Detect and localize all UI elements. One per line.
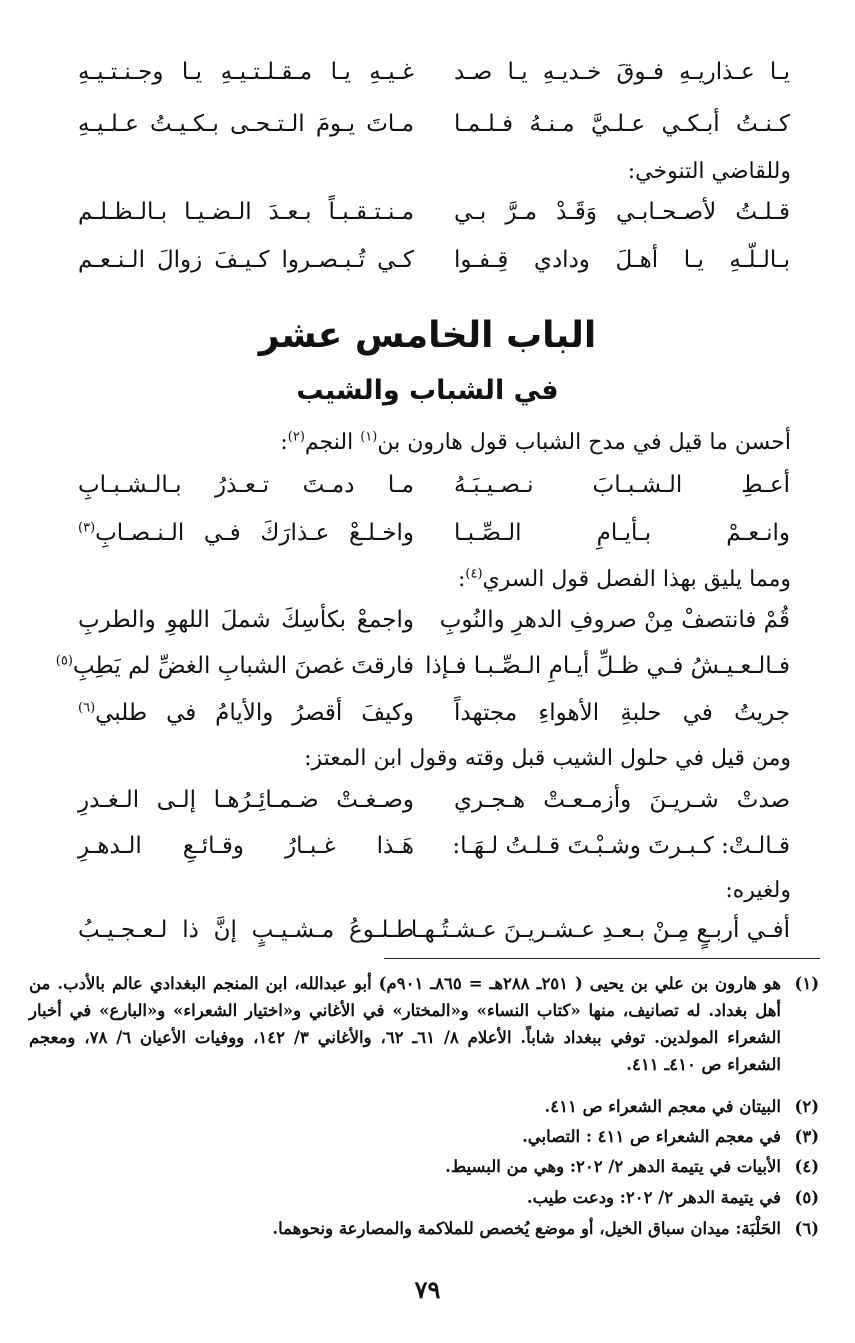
verse-text: واخـلـعْ عـذارَكَ فـي الـنـصـابِ bbox=[95, 520, 414, 546]
verse-line bbox=[78, 104, 790, 144]
verse-second-hemistich bbox=[78, 513, 414, 553]
verse-line bbox=[78, 240, 790, 280]
verse-second-hemistich: طـلـوعُ مـشـيـبٍ إنَّ ذا لـعـجـيـبُ bbox=[78, 917, 414, 943]
verse-second-hemistich: هَـذا غـبـارُ وقـائـعِ الـدهـرِ bbox=[78, 833, 414, 859]
footnote-number: (١) bbox=[794, 974, 819, 993]
footnote-ref: (٣) bbox=[78, 520, 96, 536]
sari-text: : bbox=[457, 567, 466, 592]
chapter-title: الباب الخامس عشر bbox=[258, 315, 597, 356]
verse-second-hemistich: مـنـتـقـبـاً بـعـدَ الـضـيـا بـالـظـلـم bbox=[78, 199, 414, 225]
footnote bbox=[29, 970, 819, 1078]
verse-text: فارقتَ غصنَ الشبابِ الغضِّ لم يَطِبِ bbox=[72, 653, 414, 679]
verse-second-hemistich bbox=[78, 693, 414, 733]
footnote bbox=[29, 1184, 819, 1211]
intro-text: : bbox=[280, 430, 288, 455]
footnote-number: (٥) bbox=[794, 1188, 819, 1207]
sari-intro bbox=[458, 561, 791, 599]
other-intro: ولغيره: bbox=[725, 878, 791, 903]
verse-first-hemistich: أعـطِ الـشـبـابَ نـصـيـبَـهُ bbox=[454, 472, 790, 498]
verse-first-hemistich: جريتُ في حلبةِ الأهواءِ مجتهداً bbox=[454, 700, 790, 726]
verse-line bbox=[78, 780, 790, 820]
footnote-number: (٦) bbox=[794, 1219, 819, 1238]
footnote-ref: (٢) bbox=[287, 429, 305, 445]
verse-line bbox=[78, 465, 790, 505]
verse-first-hemistich: قـالـتْ: كـبـرتَ وشـبْـتَ قـلـتُ لـهَـا: bbox=[452, 833, 790, 859]
footnote-ref: (٤) bbox=[465, 566, 483, 582]
verse-first-hemistich: كـنـتُ أبـكـي عـلـيَّ مـنـهُ فـلـمـا bbox=[454, 111, 790, 137]
footnote-text: في يتيمة الدهر ٢/ ٢٠٢: ودعت طيب. bbox=[526, 1188, 781, 1207]
verse-first-hemistich: يـا عـذاريـهِ فـوقَ خـديـهِ يـا صـد bbox=[454, 59, 790, 85]
footnote-ref: (٥) bbox=[55, 653, 73, 669]
verse-line bbox=[78, 513, 790, 553]
verse-line bbox=[78, 600, 790, 640]
verse-second-hemistich bbox=[55, 646, 414, 686]
footnote bbox=[29, 1153, 819, 1180]
verse-first-hemistich: صدتْ شـريـنَ وأزمـعـتْ هـجـري bbox=[454, 787, 790, 813]
verse-second-hemistich: وصـغـتْ ضـمـائِـرُهـا إلـى الـغـدرِ bbox=[78, 787, 414, 813]
chapter-subtitle: في الشباب والشيب bbox=[296, 375, 559, 406]
verse-line bbox=[55, 646, 790, 686]
footnote-number: (٢) bbox=[794, 1097, 819, 1116]
footnote-ref: (١) bbox=[360, 429, 378, 445]
footnote bbox=[29, 1123, 819, 1150]
verse-first-hemistich: قـلـتُ لأصـحـابـي وَقَـدْ مـرَّ بـي bbox=[454, 199, 790, 225]
verse-line bbox=[78, 826, 790, 866]
attribution-tanukhi: وللقاضي التنوخي: bbox=[627, 159, 791, 184]
intro-text: أحسن ما قيل في مدح الشباب قول هارون بن bbox=[377, 430, 791, 455]
footnote-number: (٣) bbox=[794, 1127, 819, 1146]
verse-first-hemistich: أفـي أربـعٍ مِـنْ بـعـدِ عـشـريـنَ عـشـتُـهـا bbox=[410, 917, 790, 943]
verse-second-hemistich: غـيـهِ يـا مـقـلـتـيـهِ يـا وجـنـتـيـهِ bbox=[78, 59, 414, 85]
verse-line bbox=[78, 910, 790, 950]
ibn-mutazz-intro: ومن قيل في حلول الشيب قبل وقته وقول ابن المعتز: bbox=[304, 746, 791, 771]
page-number: ٧٩ bbox=[414, 1275, 441, 1304]
footnote bbox=[29, 1215, 819, 1242]
sari-text: ومما يليق بهذا الفصل قول السري bbox=[482, 567, 791, 592]
verse-second-hemistich: واجمعْ بكأسِكَ شملَ اللهوِ والطربِ bbox=[78, 607, 414, 633]
footnote-number: (٤) bbox=[794, 1157, 819, 1176]
verse-first-hemistich: بـالـلّـهِ يـا أهـلَ ودادي قِـفـوا bbox=[454, 247, 790, 273]
verse-line bbox=[78, 693, 790, 733]
footnote-text: الحَلْبَة: ميدان سباق الخيل، أو موضع يُخصص للملاكمة والمصارعة ونحوهما. bbox=[272, 1219, 781, 1238]
verse-first-hemistich: فـالـعـيـشُ فـي ظـلِّ أيـامِ الـصِّـبـا فـإذا bbox=[425, 653, 790, 679]
footnote-text: هو هارون بن علي بن يحيى ( ٢٥١ـ ٢٨٨هـ = ٨٦٥ـ ٩٠١م) أبو عبدالله، ابن المنجم البغدادي عالم بالأدب. من أهل بغداد. له تصانيف، منها «كتاب النساء» و«المختار» في الأغاني و«اختيار الشعراء» و«البارع» في أخبار الشعراء المولدين. توفي ببغداد شاباً. الأعلام ٨/ ٦١ـ ٦٢، والأغاني ٣/ ١٤٢، ووفيات الأعيان ٦/ ٧٨، ومعجم الشعراء ص ٤١٠ـ ٤١١. bbox=[29, 974, 782, 1074]
footnote-text: في معجم الشعراء ص ٤١١ : التصابي. bbox=[522, 1127, 781, 1146]
verse-first-hemistich: وانـعـمْ بـأيـامِ الـصِّـبـا bbox=[454, 520, 790, 546]
verse-line bbox=[78, 192, 790, 232]
verse-first-hemistich: قُمْ فانتصفْ مِنْ صروفِ الدهرِ والنُوبِ bbox=[439, 607, 790, 633]
footnote bbox=[29, 1093, 819, 1120]
intro-text: النجم bbox=[304, 430, 361, 455]
verse-second-hemistich: كـي تُـبـصـروا كـيـفَ زوالَ الـنـعـم bbox=[78, 247, 414, 273]
verse-line bbox=[78, 52, 790, 92]
intro-paragraph bbox=[280, 424, 791, 462]
footnote-text: الأبيات في يتيمة الدهر ٢/ ٢٠٢: وهي من البسيط. bbox=[445, 1157, 781, 1176]
verse-second-hemistich: مـا دمـتَ تـعـذرُ بـالـشـبـابِ bbox=[78, 472, 414, 498]
verse-text: وكيفَ أقصرُ والأيامُ في طلبي bbox=[95, 700, 414, 726]
footnote-text: البيتان في معجم الشعراء ص ٤١١. bbox=[544, 1097, 781, 1116]
footnote-ref: (٦) bbox=[78, 700, 96, 716]
verse-second-hemistich: مـاتَ يـومَ الـتـحـى بـكـيـتُ عـلـيـهِ bbox=[78, 111, 414, 137]
footnote-separator bbox=[384, 958, 820, 959]
